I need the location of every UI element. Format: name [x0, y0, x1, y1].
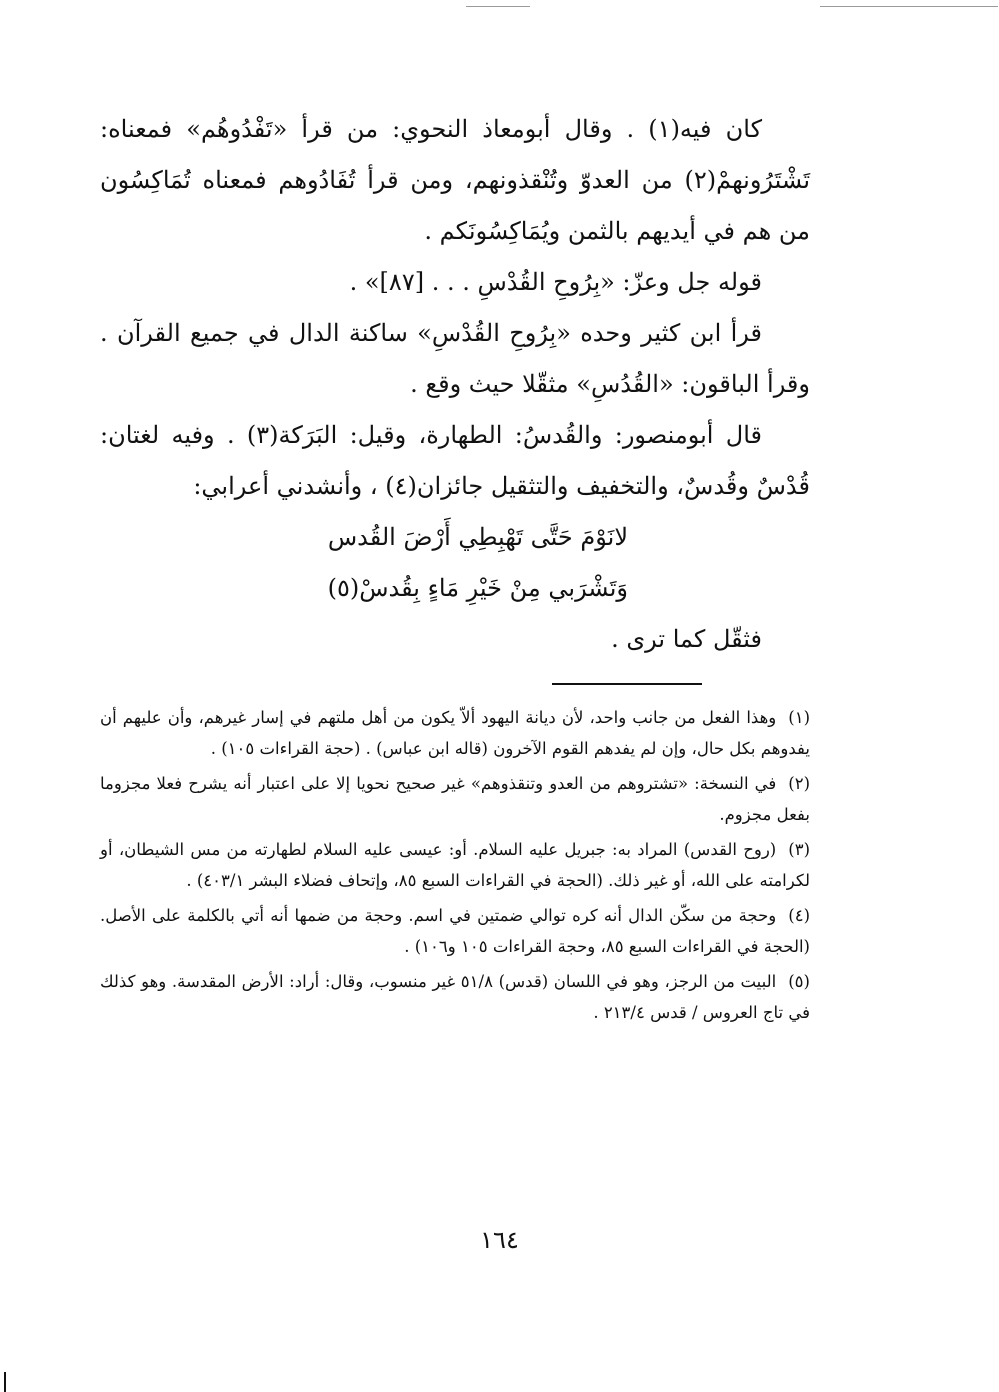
poem-line-2: وَتَشْرَبي مِنْ خَيْرِ مَاءٍ بِقُدسْ(٥) — [327, 574, 628, 602]
footnote-text: وحجة من سكّن الدال أنه كره توالي ضمتين في اسم. وحجة من ضمها أنه أتي بالكلمة على الأصل. (الحجة في القراءات السبع ٨٥، وحجة القراءات ١٠٥ و١٠٦) . — [100, 906, 810, 956]
footnote-text: البيت من الرجز، وهو في اللسان (قدس) ٥١/٨ غير منسوب، وقال: أراد: الأرض المقدسة. وهو كذلك في تاج العروس / قدس ٢١٣/٤ . — [100, 972, 810, 1022]
footnote-separator — [552, 683, 702, 685]
footnote-number: (٤) — [788, 906, 810, 925]
footnote-text: وهذا الفعل من جانب واحد، لأن ديانة اليهود ألاّ يكون من أهل ملتهم في إسار غيرهم، وأن عليهم أن يفدوهم بكل حال، وإن لم يفدهم القوم الآخرون (قاله ابن عباس) . (حجة القراءات ١٠٥) . — [100, 708, 810, 758]
footnote-number: (٥) — [788, 972, 810, 991]
footnote-number: (٣) — [788, 840, 810, 859]
poem-verse — [100, 512, 810, 614]
main-text — [100, 104, 810, 665]
footnote-number: (٢) — [788, 774, 810, 793]
footnote-5 — [100, 966, 810, 1028]
footnote-2 — [100, 768, 810, 830]
footnote-3 — [100, 834, 810, 896]
top-rule-right — [820, 6, 998, 7]
page-number: ١٦٤ — [480, 1226, 519, 1254]
footnote-text: (روح القدس) المراد به: جبريل عليه السلام. أو: عيسى عليه السلام لطهارته من مس الشيطان، أو لكرامته على الله، أو غير ذلك. (الحجة في القراءات السبع ٨٥، وإتحاف فضلاء البشر ٤٠٣/١) . — [100, 840, 810, 890]
footnote-text: في النسخة: «تشتروهم من العدو وتنقذوهم» غير صحيح نحويا إلا على اعتبار أنه يشرح فعلا مجزوما بفعل مجزوم. — [100, 774, 810, 824]
poem-line-1: لانَوْمَ حَتَّى تَهْبِطِي أَرْضَ القُدس — [327, 523, 628, 551]
paragraph-4: قال أبومنصور: والقُدسُ: الطهارة، وقيل: البَرَكة(٣) . وفيه لغتان: قُدْسٌ وقُدسٌ، والتخفيف والتثقيل جائزان(٤) ، وأنشدني أعرابي: — [100, 421, 810, 500]
paragraph-1: كان فيه(١) . وقال أبومعاذ النحوي: من قرأ «تَفْدُوهُم» فمعناه: تَشْتَرُونهمْ(٢) من العدوّ وتُنْقذونهم، ومن قرأ تُفَادُوهم فمعناه تُمَاكِسُون من هم في أيديهم بالثمن ويُمَاكِسُونَكم . — [100, 115, 810, 245]
closing-line: فثقّل كما ترى . — [611, 625, 762, 653]
scan-edge-mark — [4, 1372, 6, 1392]
footnote-1 — [100, 702, 810, 764]
paragraph-3: قرأ ابن كثير وحده «بِرُوحِ القُدْسِ» ساكنة الدال في جميع القرآن . وقرأ الباقون: «القُدُسِ» مثقّلا حيث وقع . — [100, 319, 810, 398]
footnotes — [100, 702, 810, 1032]
top-rule — [466, 6, 530, 7]
footnote-4 — [100, 900, 810, 962]
paragraph-2: قوله جل وعزّ: «بِرُوحِ القُدْسِ . . . [٨٧]» . — [349, 268, 762, 296]
footnote-number: (١) — [788, 708, 810, 727]
